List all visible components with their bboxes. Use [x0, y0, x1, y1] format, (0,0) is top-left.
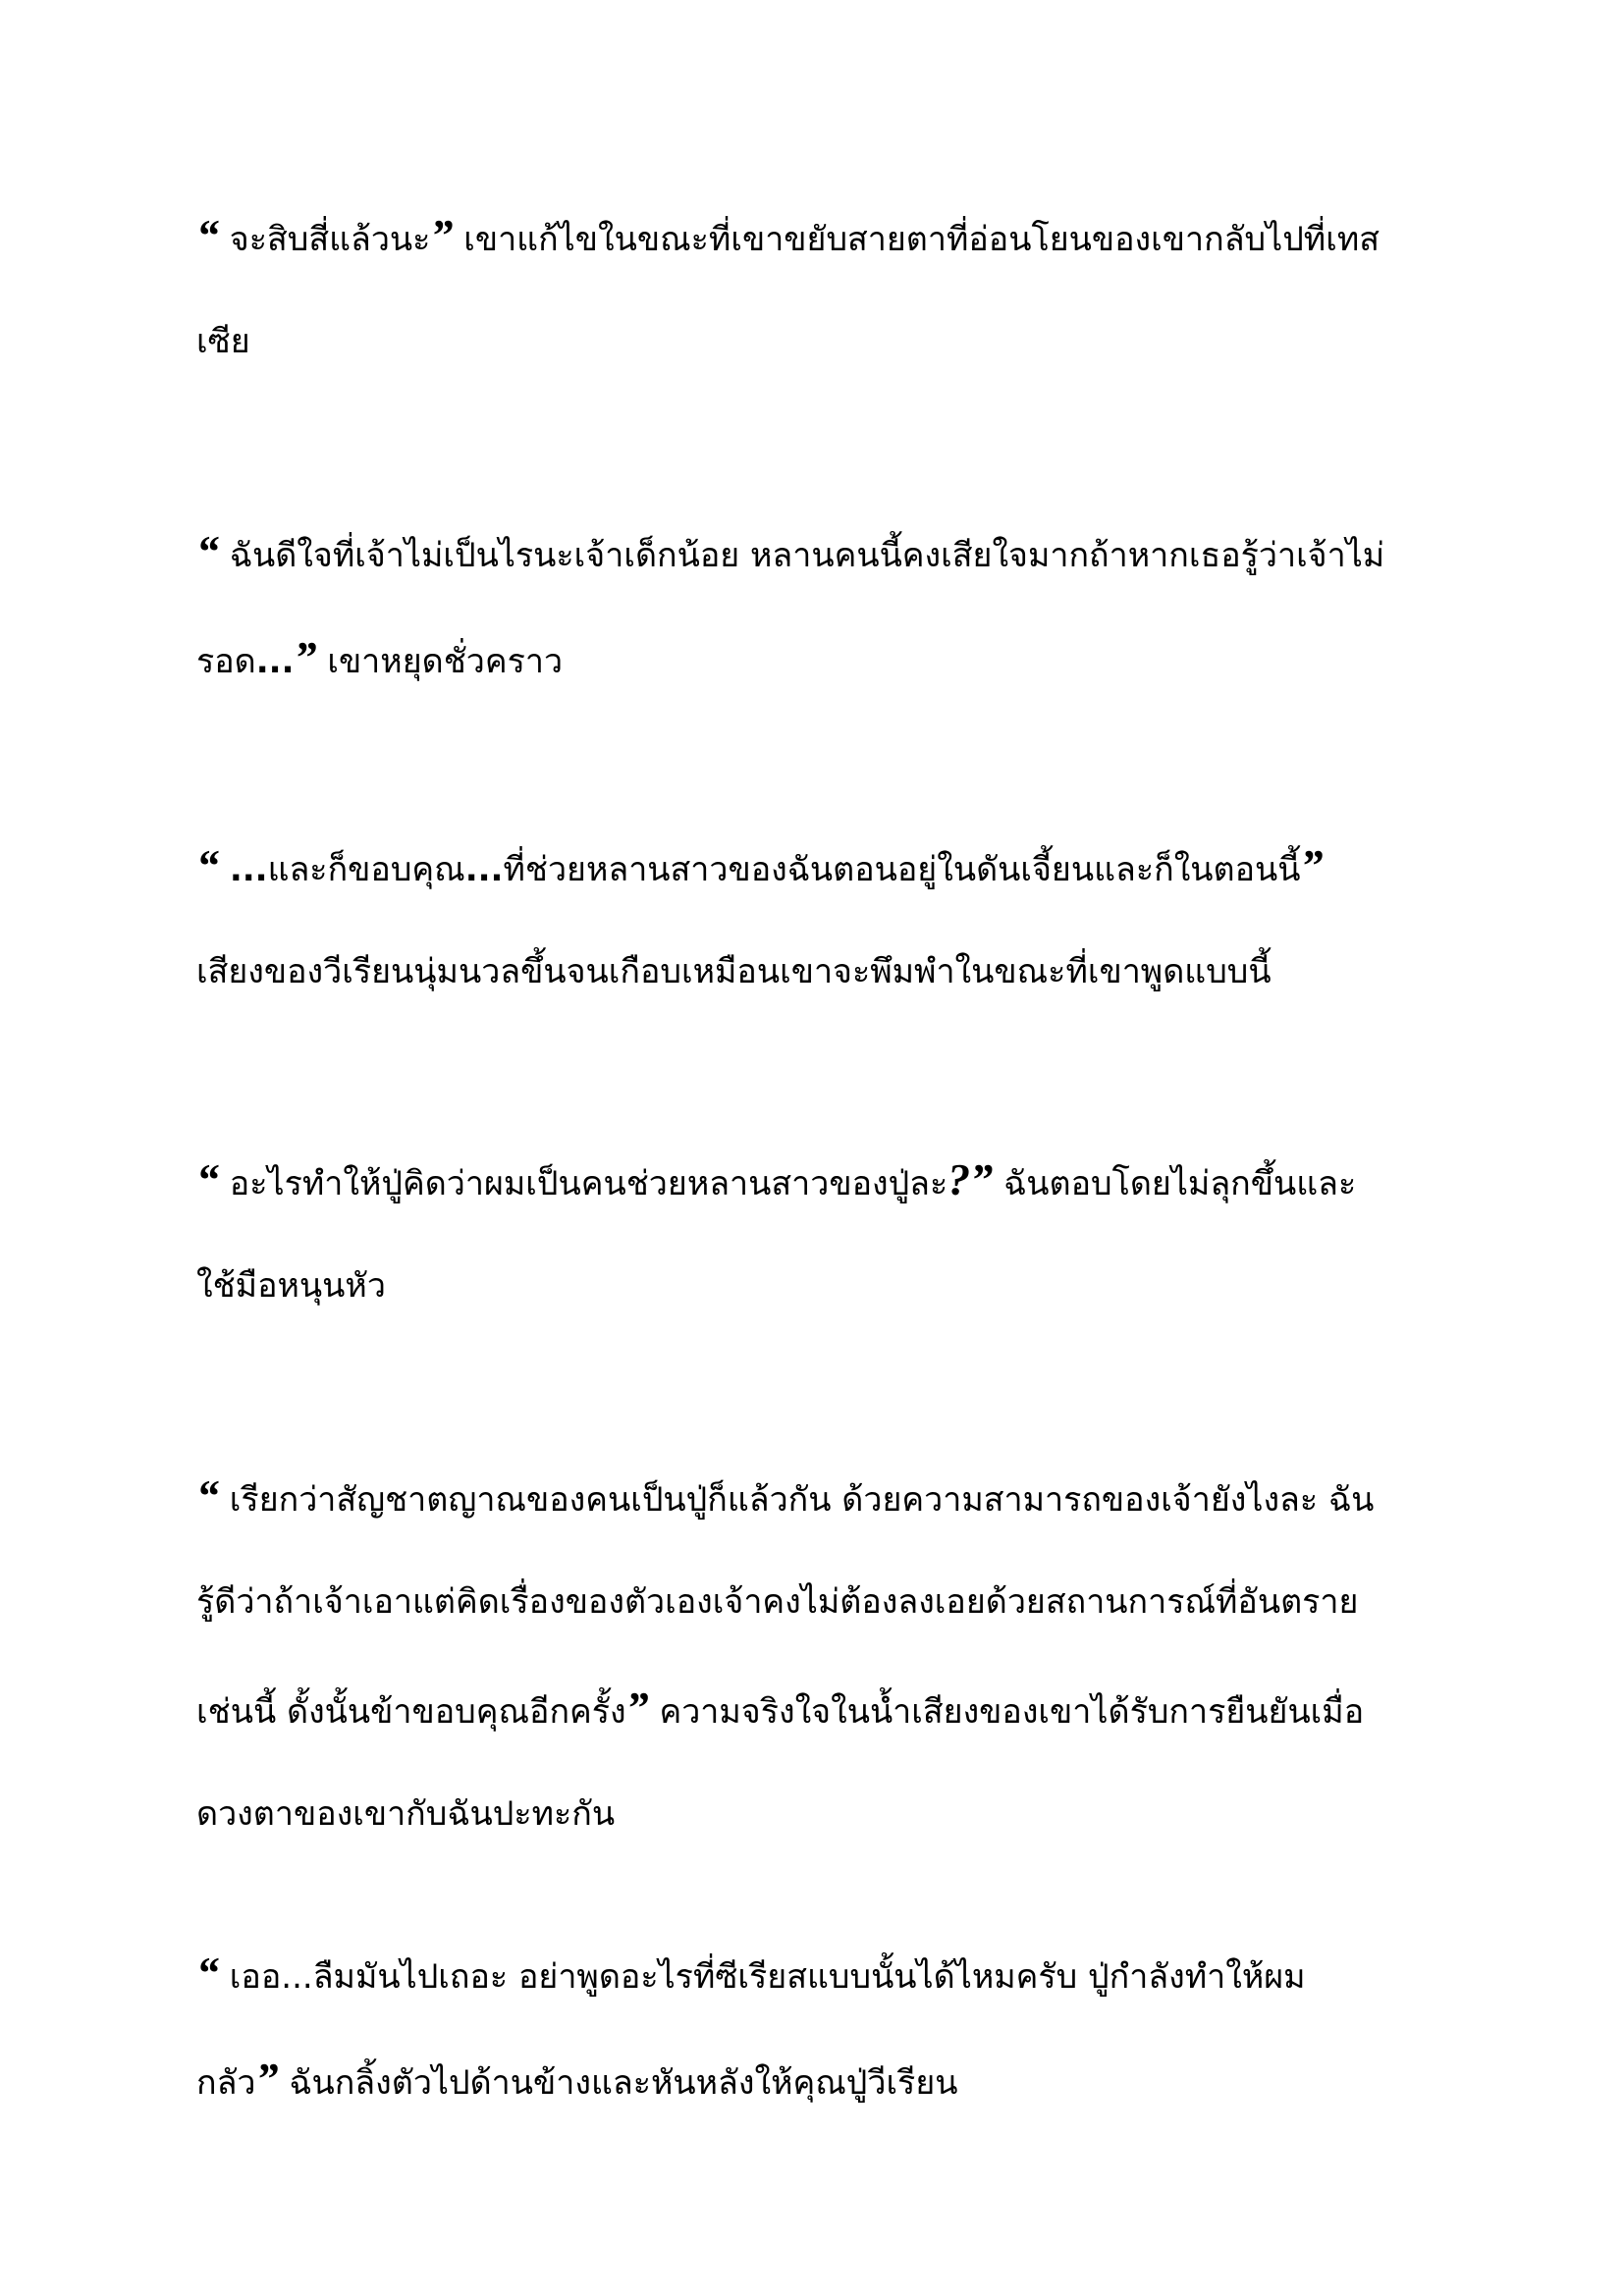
text-run [219, 850, 230, 889]
paragraph-6-line-1 [196, 1920, 1443, 2026]
text-run: ความจริงใจในน้ำเสียงของเขาได้รับการยืนยันเมื่อ [648, 1692, 1365, 1732]
open-quote: “ [196, 840, 219, 890]
text-run: กลัว [196, 2063, 256, 2103]
paragraph-5-line-3 [196, 1655, 1443, 1761]
text-run: และก็ขอบคุณ [267, 850, 465, 889]
paragraph-4-line-2 [196, 1233, 1443, 1339]
close-quote: ” [430, 210, 454, 260]
open-quote: “ [196, 1470, 219, 1521]
close-quote: ” [294, 632, 317, 682]
text-run: เขาแก้ไขในขณะที่เขาขยับสายตาที่อ่อนโยนของเขากลับไปที่เทส [453, 220, 1380, 259]
close-quote: ” [970, 1154, 994, 1204]
paragraph-5 [196, 1443, 1443, 1867]
text-run: เรียกว่าสัญชาตญาณของคนเป็นปู่ก็แล้วกัน ด้วยความสามารถของเจ้ายังไงละ ฉัน [219, 1480, 1375, 1520]
paragraph-5-line-4 [196, 1761, 1443, 1867]
text-run: เขาหยุดชั่วคราว [316, 642, 564, 681]
text-run: ดวงตาของเขากับฉันปะทะกัน [196, 1794, 616, 1834]
paragraph-4-line-1 [196, 1127, 1443, 1233]
paragraph-2-line-2 [196, 605, 1443, 711]
text-run: รู้ดีว่าถ้าเจ้าเอาแต่คิดเรื่องของตัวเองเจ้าคงไม่ต้องลงเอยด้วยสถานการณ์ที่อันตราย [196, 1582, 1359, 1622]
paragraph-5-line-1 [196, 1443, 1443, 1549]
text-run: เสียงของวีเรียนนุ่มนวลขึ้นจนเกือบเหมือนเขาจะพึมพำในขณะที่เขาพูดแบบนี้ [196, 952, 1272, 991]
text-run: ฉันกลิ้งตัวไปด้านข้างและหันหลังให้คุณปู่วีเรียน [278, 2063, 958, 2103]
open-quote: “ [196, 526, 219, 576]
text-run: เซีย [196, 322, 250, 361]
paragraph-2-line-1 [196, 499, 1443, 605]
ellipsis: ... [229, 850, 268, 889]
ellipsis: ... [464, 850, 504, 889]
text-run: ฉันดีใจที่เจ้าไม่เป็นไรนะเจ้าเด็กน้อย หลานคนนี้คงเสียใจมากถ้าหากเธอรู้ว่าเจ้าไม่ [219, 536, 1385, 575]
paragraph-3-line-2 [196, 919, 1443, 1025]
text-run: ใช้มือหนุนหัว [196, 1266, 386, 1306]
close-quote: ” [1300, 840, 1324, 890]
paragraph-3-line-1 [196, 813, 1443, 919]
close-quote: ” [255, 2054, 279, 2104]
paragraph-2 [196, 499, 1443, 711]
open-quote: “ [196, 1154, 219, 1204]
text-run: จะสิบสี่แล้วนะ [219, 220, 431, 259]
paragraph-1-line-1 [196, 183, 1443, 289]
text-run: อะไรทำให้ปู่คิดว่าผมเป็นคนช่วยหลานสาวของปู่ละ [219, 1164, 948, 1203]
paragraph-5-line-2 [196, 1549, 1443, 1655]
paragraph-3 [196, 813, 1443, 1025]
paragraph-1-line-2 [196, 289, 1443, 395]
paragraph-1 [196, 183, 1443, 395]
paragraph-6 [196, 1920, 1443, 2132]
question-mark: ? [947, 1154, 971, 1204]
close-quote: ” [625, 1682, 649, 1733]
text-run: ที่ช่วยหลานสาวของฉันตอนอยู่ในดันเจี้ยนและก็ในตอนนี้ [503, 850, 1301, 889]
paragraph-4 [196, 1127, 1443, 1339]
text-run: ฉันตอบโดยไม่ลุกขึ้นและ [993, 1164, 1357, 1203]
open-quote: “ [196, 210, 219, 260]
paragraph-6-line-2 [196, 2026, 1443, 2132]
text-run: เออ...ลืมมันไปเถอะ อย่าพูดอะไรที่ซีเรียสแบบนั้นได้ไหมครับ ปู่กำลังทำให้ผม [219, 1957, 1306, 1997]
text-run: เช่นนี้ ดั้งนั้นข้าขอบคุณอีกครั้ง [196, 1692, 626, 1732]
open-quote: “ [196, 1948, 219, 1998]
text-run: รอด [196, 642, 256, 681]
ellipsis: ... [255, 642, 295, 681]
